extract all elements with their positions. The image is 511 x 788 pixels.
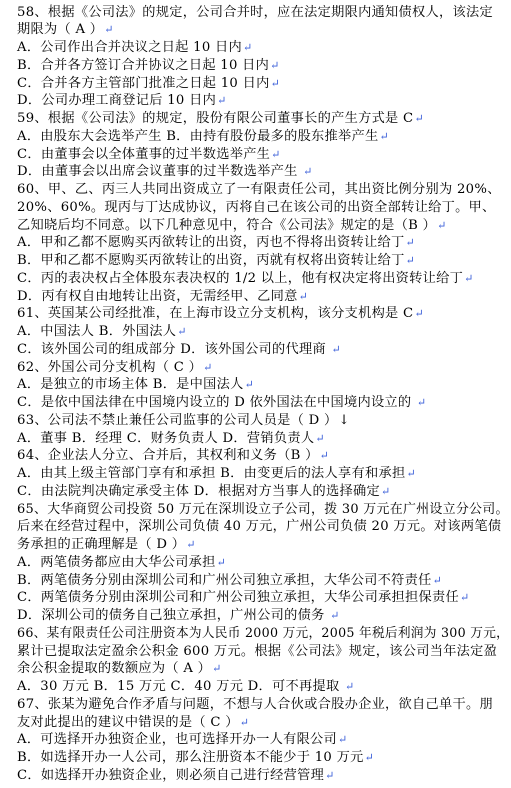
- text-line: [17, 765, 335, 786]
- line-text: A．由其上级主管部门享有和承担 B．由变更后的法人享有和承担: [17, 466, 406, 481]
- line-text: 61、英国某公司经批准，在上海市设立分支机构，该分支机构是 C: [17, 306, 414, 322]
- paragraph-mark-icon: ↵: [270, 58, 280, 72]
- paragraph-mark-icon: ↵: [331, 342, 342, 356]
- line-text: 友对此提出的建议中错误的是（ C ）: [17, 714, 239, 730]
- line-text: C．合并各方主管部门批准之日起 10 日内: [17, 75, 270, 91]
- paragraph-mark-icon: ↵: [416, 396, 427, 409]
- line-text: 67、张某为避免合作矛盾与问题，不想与人合伙或合股办企业，欲自己单干。朋: [17, 696, 493, 712]
- line-text: C．如选择开办独资企业，则必须自己进行经营管理: [17, 767, 325, 783]
- paragraph-mark-icon: ↵: [216, 555, 227, 569]
- line-text: B．合并各方签订合并协议之日起 10 日内: [17, 57, 270, 73]
- line-text: 累计已提取法定盈余公积金 600 万元。根据《公司法》规定，该公司当年法定盈: [17, 643, 498, 659]
- paragraph-mark-icon: ↵: [405, 236, 416, 250]
- line-text: A．公司作出合并决议之日起 10 日内: [17, 40, 243, 55]
- line-text: C．是依中国法律在中国境内设立的 D 依外国法在中国境内设立的: [17, 395, 416, 410]
- paragraph-mark-icon: ↵: [464, 271, 474, 285]
- line-text: 62、外国公司分支机构（ C ）: [17, 359, 203, 375]
- paragraph-mark-icon: ↵: [104, 23, 114, 37]
- paragraph-mark-icon: ↵: [217, 94, 227, 108]
- line-text: 余公积金提取的数额应为（ A ）: [17, 661, 212, 677]
- paragraph-mark-icon: ↵: [212, 662, 222, 676]
- line-text: 63、公司法不禁止兼任公司监事的公司人员是（ D ）: [17, 412, 338, 428]
- line-break-arrow-icon: ↓: [338, 412, 350, 428]
- line-text: B．两笔债务分别由深圳公司和广州公司独立承担，大华公司不符责任: [17, 572, 432, 588]
- line-text: 59、根据《公司法》的规定，股份有限公司董事长的产生方式是 C: [17, 111, 414, 126]
- line-text: C．两笔债务分别由深圳公司和广州公司独立承担，大华公司承担担保责任: [17, 590, 459, 606]
- line-text: A．中国法人 B．外国法人: [17, 324, 177, 339]
- line-text: D．由董事会以出席会议董事的过半数选举产生: [17, 164, 303, 180]
- paragraph-mark-icon: ↵: [239, 715, 250, 729]
- paragraph-mark-icon: ↵: [364, 751, 375, 764]
- line-text: 64、企业法人分立、合并后，其权利和义务（B ）: [17, 448, 319, 464]
- paragraph-mark-icon: ↵: [432, 573, 443, 587]
- line-text: A．可选择开办独资企业，也可选择开办一人有限公司: [17, 732, 338, 748]
- line-text: 期限为（ A ）: [17, 22, 104, 38]
- paragraph-mark-icon: ↵: [414, 307, 424, 321]
- line-text: 务承担的正确理解是（ D ）: [17, 537, 186, 552]
- line-text: A．董事 B．经理 C．财务负责人 D．营销负责人: [17, 430, 315, 446]
- line-text: 65、大华商贸公司投资 50 万元在深圳设立子公司，拨 30 万元在广州设立分公司。: [17, 501, 509, 517]
- paragraph-mark-icon: ↵: [315, 431, 325, 445]
- paragraph-mark-icon: ↵: [414, 112, 424, 125]
- paragraph-mark-icon: ↵: [437, 218, 447, 232]
- line-text: B．如选择开办一人公司，那么注册资本不能少于 10 万元: [17, 750, 364, 765]
- line-text: 58、根据《公司法》的规定，公司合并时，应在法定期限内通知债权人，该法定: [17, 4, 493, 20]
- paragraph-mark-icon: ↵: [298, 289, 309, 303]
- line-text: A．是独立的市场主体 B．是中国法人: [17, 377, 244, 393]
- line-text: D．公司办理工商登记后 10 日内: [17, 93, 217, 109]
- paragraph-mark-icon: ↵: [244, 378, 255, 392]
- line-text: D．深圳公司的债务自己独立承担，广州公司的债务: [17, 608, 330, 623]
- line-text: A．两笔债务都应由大华公司承担: [17, 554, 216, 570]
- paragraph-mark-icon: ↵: [380, 484, 391, 498]
- line-text: C．丙的表决权占全体股东表决权的 1/2 以上，他有权决定将出资转让给丁: [17, 270, 464, 286]
- line-text: D．丙有权自由地转让出资，无需经甲、乙同意: [17, 288, 298, 304]
- paragraph-mark-icon: ↵: [330, 609, 340, 622]
- line-text: C．该外国公司的组成部分 D．该外国公司的代理商: [17, 341, 331, 357]
- paragraph-mark-icon: ↵: [177, 325, 187, 338]
- paragraph-mark-icon: ↵: [243, 41, 253, 54]
- line-text: 66、某有限责任公司注册资本为人民币 2000 万元，2005 年税后利润为 300 万元，: [17, 625, 510, 641]
- line-text: A．由股东大会选举产生 B．由持有股份最多的股东推举产生: [17, 128, 379, 144]
- line-text: 后来在经营过程中，深圳公司负债 40 万元，广州公司负债 20 万元。对该两笔债: [17, 519, 502, 535]
- paragraph-mark-icon: ↵: [379, 129, 390, 143]
- paragraph-mark-icon: ↵: [271, 147, 281, 161]
- paragraph-mark-icon: ↵: [405, 254, 416, 267]
- paragraph-mark-icon: ↵: [338, 733, 348, 747]
- paragraph-mark-icon: ↵: [460, 591, 470, 605]
- line-text: A．甲和乙都不愿购买丙欲转让的出资，丙也不得将出资转让给丁: [17, 235, 405, 251]
- line-text: 20%、60%。现丙与丁达成协议，丙将自己在该公司的出资全部转让给丁。甲、: [17, 199, 496, 215]
- paragraph-mark-icon: ↵: [186, 538, 196, 551]
- paragraph-mark-icon: ↵: [406, 467, 416, 480]
- paragraph-mark-icon: ↵: [303, 165, 313, 179]
- line-text: 60、甲、乙、丙三人共同出资成立了一有限责任公司，其出资比例分别为 20%、: [17, 182, 501, 197]
- paragraph-mark-icon: ↵: [325, 768, 335, 782]
- paragraph-mark-icon: ↵: [203, 360, 213, 374]
- paragraph-mark-icon: ↵: [344, 680, 355, 693]
- paragraph-mark-icon: ↵: [270, 76, 281, 90]
- line-text: B．甲和乙都不愿购买丙欲转让的出资，丙就有权将出资转让给丁: [17, 253, 405, 268]
- line-text: 乙知晓后均不同意。以下几种意见中，符合《公司法》规定的是（B ）: [17, 217, 437, 233]
- line-text: A．30 万元 B．15 万元 C．40 万元 D．可不再提取: [17, 679, 344, 694]
- paragraph-mark-icon: ↵: [319, 449, 330, 463]
- line-text: C．由法院判决确定承受主体 D．根据对方当事人的选择确定: [17, 483, 380, 499]
- line-text: C．由董事会以全体董事的过半数选举产生: [17, 146, 271, 162]
